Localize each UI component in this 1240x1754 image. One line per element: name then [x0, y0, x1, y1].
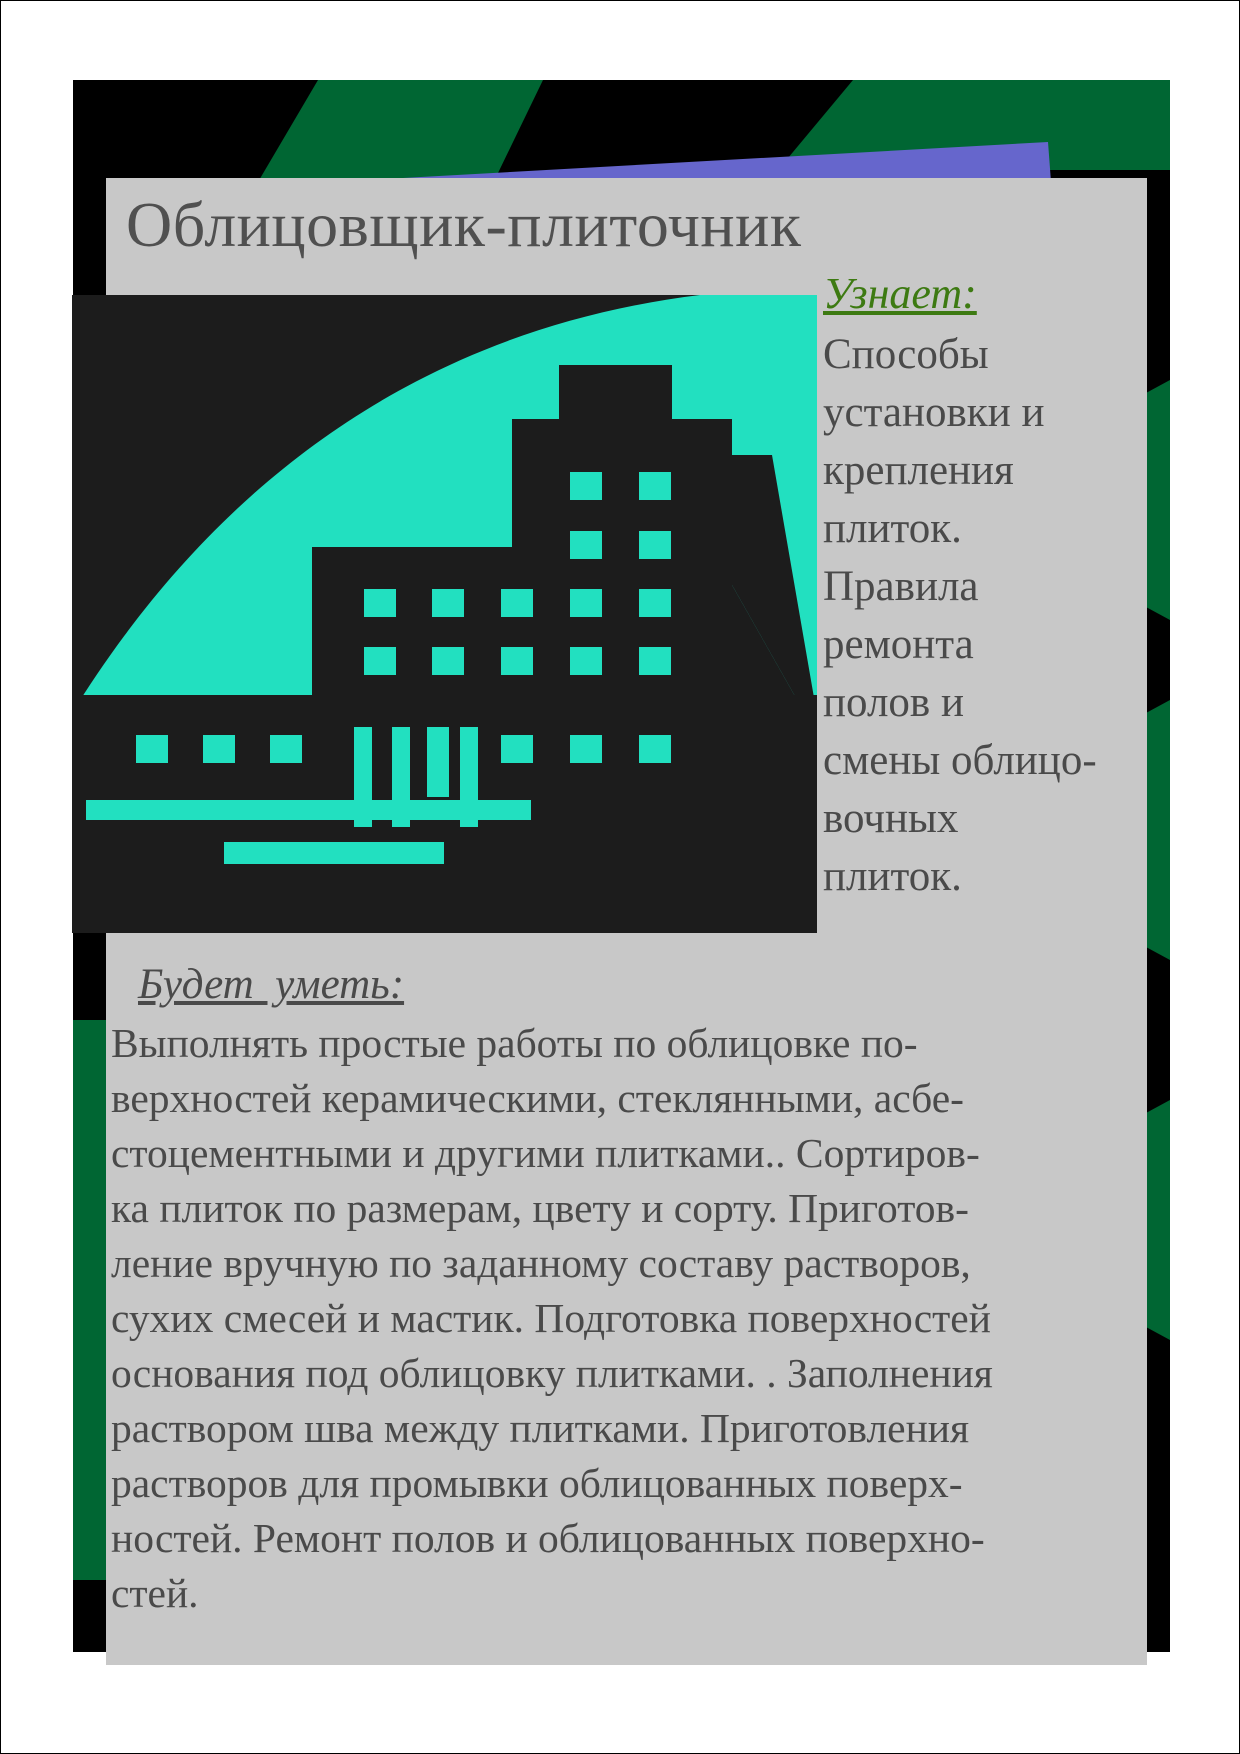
skills-heading: Будет уметь:: [138, 961, 405, 1008]
backdrop-stripe: [73, 1020, 108, 1580]
ground-line-upper: [86, 800, 531, 820]
ground-line-lower: [224, 842, 444, 864]
learn-text: Способы установки и крепления плиток. Правила ремонта полов и смены облицо- вочных плиток.: [823, 331, 1097, 900]
office-building-icon: [72, 295, 817, 933]
learn-heading: Узнает:: [823, 269, 977, 318]
page-title: Облицовщик-плиточник: [126, 189, 802, 260]
ground-strip: [72, 820, 86, 840]
skills-text: Выполнять простые работы по облицовке по- верхностей керамическими, стеклянными, асбе- стоцементными и другими плитками.. Сортиров- ка плиток по размерам, цвету и сорту. Приготов- ление вручную по заданному составу растворов, сухих смесей и мастик. Подготовка поверхностей основания под облицовку плитками. . Заполнения раствором шва между плитками. Приготовления растворов для промывки облицованных поверх- ностей. Ремонт полов и облицованных поверхно- стей.: [111, 1020, 993, 1616]
